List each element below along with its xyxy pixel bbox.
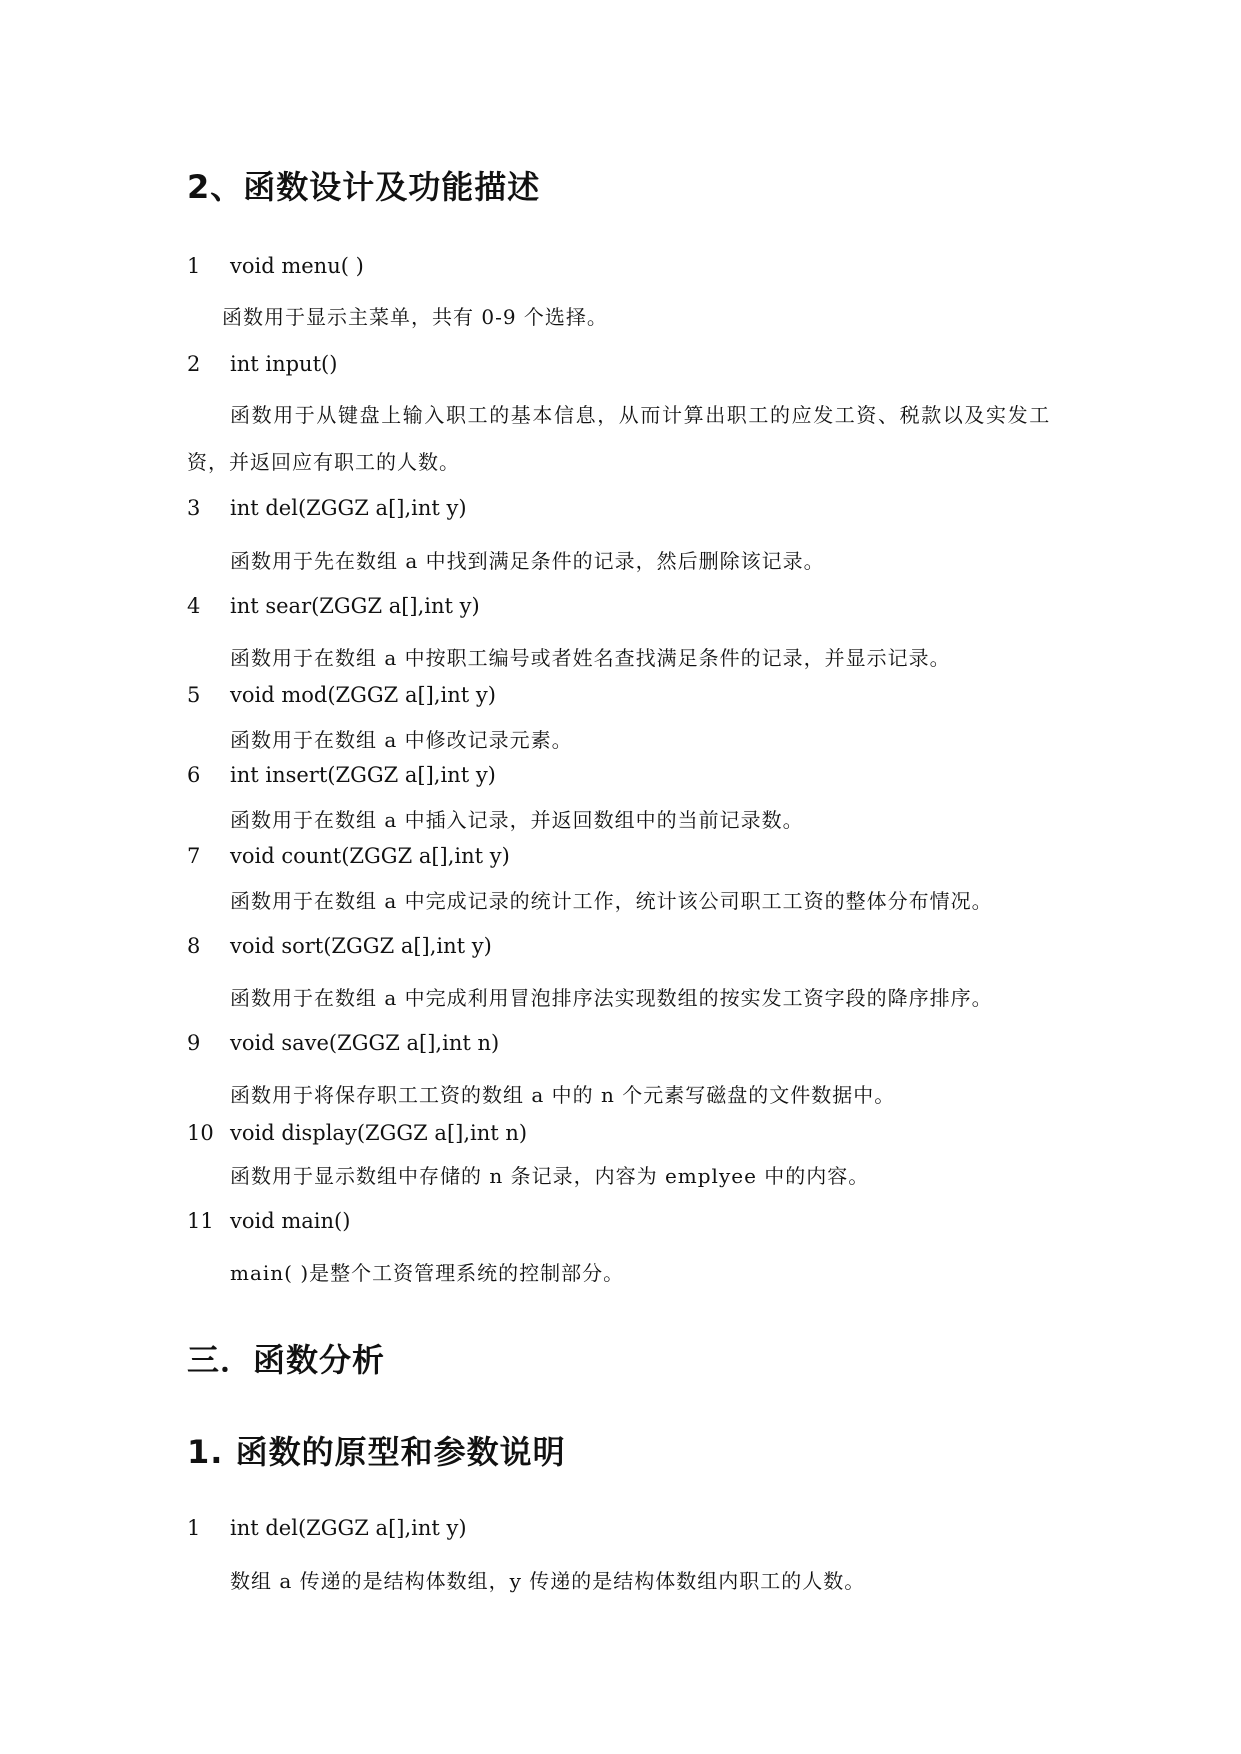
function-description: 函数用于在数组 a 中修改记录元素。	[230, 728, 573, 752]
function-signature: void display(ZGGZ a[],int n)	[230, 1121, 528, 1145]
function-description: 函数用于将保存职工工资的数组 a 中的 n 个元素写磁盘的文件数据中。	[230, 1083, 896, 1107]
function-signature: void save(ZGGZ a[],int n)	[230, 1031, 500, 1055]
function-number: 4	[187, 594, 201, 618]
function-signature: void menu( )	[230, 254, 364, 278]
function-number: 6	[187, 763, 201, 787]
function-signature: void sort(ZGGZ a[],int y)	[230, 934, 492, 958]
function-signature: int del(ZGGZ a[],int y)	[230, 496, 467, 520]
function-description-continued: 资，并返回应有职工的人数。	[187, 450, 460, 474]
function-description: 函数用于先在数组 a 中找到满足条件的记录，然后删除该记录。	[230, 549, 825, 573]
function-number: 9	[187, 1031, 201, 1055]
function-number: 7	[187, 844, 201, 868]
param-signature: int del(ZGGZ a[],int y)	[230, 1516, 467, 1540]
function-description: 函数用于显示数组中存储的 n 条记录，内容为 emplyee 中的内容。	[230, 1164, 870, 1188]
param-number: 1	[187, 1516, 201, 1540]
function-description: 函数用于在数组 a 中完成利用冒泡排序法实现数组的按实发工资字段的降序排序。	[230, 986, 993, 1010]
function-number: 3	[187, 496, 201, 520]
function-signature: int input()	[230, 352, 338, 376]
function-description: main( )是整个工资管理系统的控制部分。	[230, 1261, 625, 1285]
function-description: 函数用于显示主菜单，共有 0-9 个选择。	[222, 305, 608, 329]
section-2-heading: 2、函数设计及功能描述	[187, 168, 541, 206]
function-number: 8	[187, 934, 201, 958]
function-description: 函数用于从键盘上输入职工的基本信息，从而计算出职工的应发工资、税款以及实发工	[230, 403, 1051, 427]
function-number: 2	[187, 352, 201, 376]
function-signature: void mod(ZGGZ a[],int y)	[230, 683, 496, 707]
function-number: 10	[187, 1121, 214, 1145]
section-3-heading: 三．函数分析	[187, 1341, 386, 1379]
function-description: 函数用于在数组 a 中按职工编号或者姓名查找满足条件的记录，并显示记录。	[230, 646, 951, 670]
function-description: 函数用于在数组 a 中完成记录的统计工作，统计该公司职工工资的整体分布情况。	[230, 889, 993, 913]
function-number: 11	[187, 1209, 214, 1233]
function-signature: void count(ZGGZ a[],int y)	[230, 844, 510, 868]
function-number: 5	[187, 683, 201, 707]
function-signature: void main()	[230, 1209, 351, 1233]
function-signature: int sear(ZGGZ a[],int y)	[230, 594, 480, 618]
function-signature: int insert(ZGGZ a[],int y)	[230, 763, 496, 787]
function-number: 1	[187, 254, 201, 278]
function-description: 函数用于在数组 a 中插入记录，并返回数组中的当前记录数。	[230, 808, 804, 832]
param-description: 数组 a 传递的是结构体数组，y 传递的是结构体数组内职工的人数。	[230, 1569, 866, 1593]
subsection-1-heading: 1. 函数的原型和参数说明	[187, 1433, 566, 1471]
